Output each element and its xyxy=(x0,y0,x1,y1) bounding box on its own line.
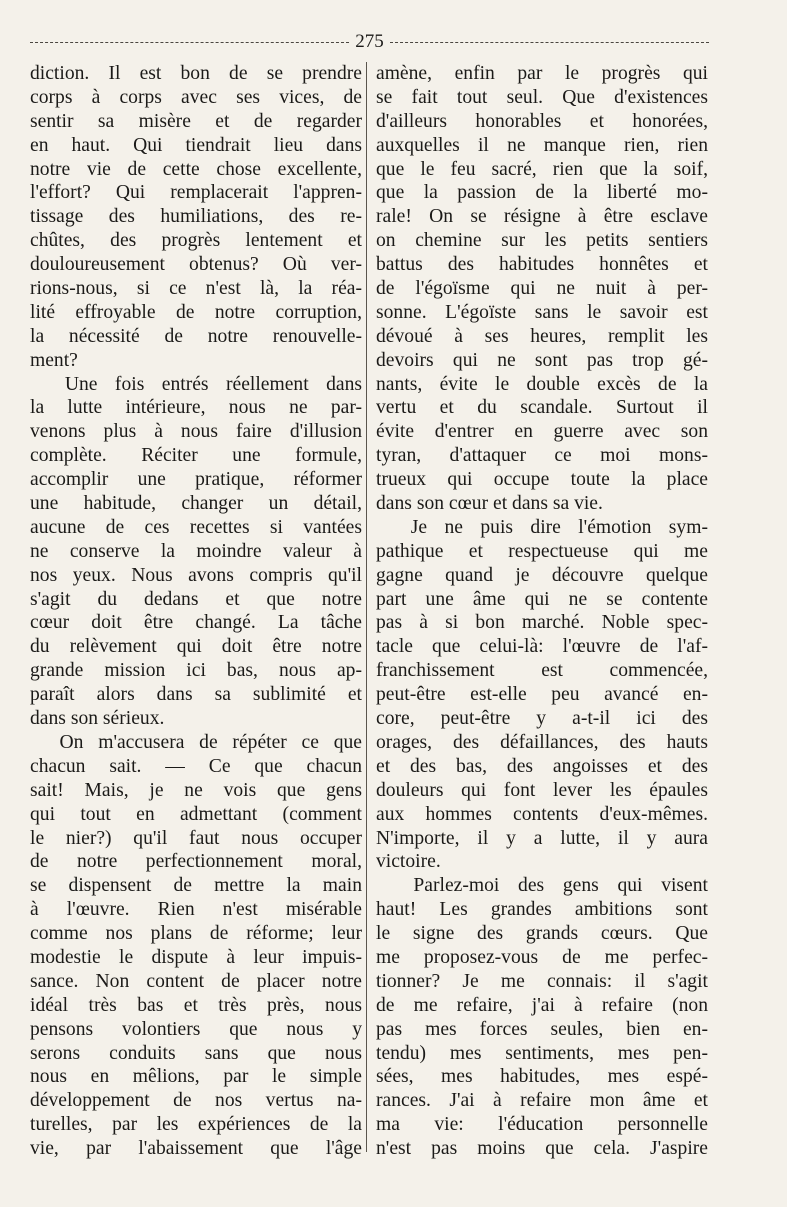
text-line: tendu) mes sentiments, mes pen- xyxy=(376,1042,708,1064)
text-line: part une âme qui ne se contente xyxy=(376,588,708,610)
text-line: pas à si bon marché. Noble spec- xyxy=(376,612,708,634)
text-line: chûtes, des progrès lentement et xyxy=(30,230,362,252)
text-line: sentir sa misère et de regarder xyxy=(30,110,362,132)
text-line: victoire. xyxy=(376,851,441,873)
text-line: corps à corps avec ses vices, de xyxy=(30,86,362,108)
text-line: On m'accusera de répéter ce que xyxy=(30,731,362,753)
text-line: qui tout en admettant (comment xyxy=(30,803,362,825)
text-line: tacle que celui-là: l'œuvre de l'af- xyxy=(376,636,708,658)
text-line: serons conduits sans que nous xyxy=(30,1042,362,1064)
text-line: peut-être est-elle peu avancé en- xyxy=(376,684,708,706)
page-header xyxy=(30,30,709,54)
text-line: que la passion de la liberté mo- xyxy=(376,182,708,204)
text-line: dévoué à ses heures, remplit les xyxy=(376,325,708,347)
text-line: n'est pas moins que cela. J'aspire xyxy=(376,1138,708,1160)
text-line: le signe des grands cœurs. Que xyxy=(376,923,708,945)
text-line: que le feu sacré, rien que la soif, xyxy=(376,158,708,180)
text-line: d'ailleurs honorables et honorées, xyxy=(376,110,708,132)
text-line: me proposez-vous de me perfec- xyxy=(376,946,708,968)
text-line: Parlez-moi des gens qui visent xyxy=(376,875,708,897)
text-line: ne conserve la moindre valeur à xyxy=(30,540,362,562)
text-line: aux hommes contents d'eux-mêmes. xyxy=(376,803,708,825)
text-line: diction. Il est bon de se prendre xyxy=(30,63,362,84)
text-line: cœur doit être changé. La tâche xyxy=(30,612,362,634)
text-line: ma vie: l'éducation personnelle xyxy=(376,1114,708,1136)
text-line: douleurs qui font lever les épaules xyxy=(376,779,708,801)
text-line: accomplir une pratique, réformer xyxy=(30,469,362,491)
text-line: orages, des défaillances, des hauts xyxy=(376,731,708,753)
text-line: dans son sérieux. xyxy=(30,708,165,730)
text-line: turelles, par les expériences de la xyxy=(30,1114,362,1136)
text-line: trueux qui occupe toute la place xyxy=(376,469,708,491)
text-line: aucune de ces recettes si vantées xyxy=(30,516,362,538)
text-line: devoirs qui ne sont pas trop gé- xyxy=(376,349,708,371)
text-line: tionner? Je me connais: il s'agit xyxy=(376,970,708,992)
text-line: core, peut-être y a-t-il ici des xyxy=(376,708,708,730)
text-line: de me refaire, j'ai à refaire (non xyxy=(376,994,708,1016)
text-line: amène, enfin par le progrès qui xyxy=(376,63,708,84)
left-column xyxy=(30,62,362,1161)
text-line: développement de nos vertus na- xyxy=(30,1090,362,1112)
text-line: pensons volontiers que nous y xyxy=(30,1018,362,1040)
text-line: de notre perfectionnement moral, xyxy=(30,851,362,873)
text-line: tyran, d'attaquer ce moi mons- xyxy=(376,445,708,467)
text-line: venons plus à nous faire d'illusion xyxy=(30,421,362,443)
text-line: la lutte intérieure, nous ne par- xyxy=(30,397,362,419)
text-line: sance. Non content de placer notre xyxy=(30,970,362,992)
text-line: on chemine sur les petits sentiers xyxy=(376,230,708,252)
text-line: grande mission ici bas, nous ap- xyxy=(30,660,362,682)
text-line: Une fois entrés réellement dans xyxy=(30,373,362,395)
text-line: haut! Les grandes ambitions sont xyxy=(376,899,708,921)
text-line: auxquelles il ne manque rien, rien xyxy=(376,134,708,156)
text-line: le nier?) qu'il faut nous occuper xyxy=(30,827,362,849)
text-line: chacun sait. — Ce que chacun xyxy=(30,755,362,777)
text-line: pathique et respectueuse qui me xyxy=(376,540,708,562)
text-line: s'agit du dedans et que notre xyxy=(30,588,362,610)
text-line: nos yeux. Nous avons compris qu'il xyxy=(30,564,362,586)
text-line: sonne. L'égoïste sans le savoir est xyxy=(376,301,708,323)
text-line: paraît alors dans sa sublimité et xyxy=(30,684,362,706)
text-line: tissage des humiliations, des re- xyxy=(30,206,362,228)
text-line: la nécessité de notre renouvelle- xyxy=(30,325,362,347)
text-line: comme nos plans de réforme; leur xyxy=(30,923,362,945)
text-line: complète. Réciter une formule, xyxy=(30,445,362,467)
text-line: de l'égoïsme qui ne nuit à per- xyxy=(376,278,708,300)
text-line: sait! Mais, je ne vois que gens xyxy=(30,779,362,801)
text-line: battus des habitudes honnêtes et xyxy=(376,254,708,276)
page-number: 275 xyxy=(355,31,384,52)
text-line: rances. J'ai à refaire mon âme et xyxy=(376,1090,708,1112)
text-line: dans son cœur et dans sa vie. xyxy=(376,493,603,515)
text-line: rions-nous, si ce n'est là, la réa- xyxy=(30,278,362,300)
text-line: se dispensent de mettre la main xyxy=(30,875,362,897)
text-line: du relèvement qui doit être notre xyxy=(30,636,362,658)
text-line: modestie le dispute à leur impuis- xyxy=(30,946,362,968)
text-line: vie, par l'abaissement que l'âge xyxy=(30,1138,362,1160)
text-line: Je ne puis dire l'émotion sym- xyxy=(376,516,708,538)
text-line: évite d'entrer en guerre avec son xyxy=(376,421,708,443)
column-divider xyxy=(366,62,367,1152)
text-line: lité effroyable de notre corruption, xyxy=(30,301,362,323)
text-line: à l'œuvre. Rien n'est misérable xyxy=(30,899,362,921)
text-line: et des bas, des angoisses et des xyxy=(376,755,708,777)
text-line: nous en mêlions, par le simple xyxy=(30,1066,362,1088)
text-line: sées, mes habitudes, mes espé- xyxy=(376,1066,708,1088)
text-line: franchissement est commencée, xyxy=(376,660,708,682)
text-line: ment? xyxy=(30,349,78,371)
text-line: nants, évite le double excès de la xyxy=(376,373,708,395)
text-line: notre vie de cette chose excellente, xyxy=(30,158,362,180)
text-line: douloureusement obtenus? Où ver- xyxy=(30,254,362,276)
text-line: gagne quand je découvre quelque xyxy=(376,564,708,586)
text-line: rale! On se résigne à être esclave xyxy=(376,206,708,228)
text-line: vertu et du scandale. Surtout il xyxy=(376,397,708,419)
text-line: l'effort? Qui remplacerait l'appren- xyxy=(30,182,362,204)
header-rule-right xyxy=(390,42,709,43)
text-line: pas mes forces seules, bien en- xyxy=(376,1018,708,1040)
text-line: en haut. Qui tiendrait lieu dans xyxy=(30,134,362,156)
text-line: N'importe, il y a lutte, il y aura xyxy=(376,827,708,849)
text-line: se fait tout seul. Que d'existences xyxy=(376,86,708,108)
right-column xyxy=(376,62,708,1161)
text-line: une habitude, changer un détail, xyxy=(30,493,362,515)
header-rule-left xyxy=(30,42,349,43)
text-line: idéal très bas et très près, nous xyxy=(30,994,362,1016)
